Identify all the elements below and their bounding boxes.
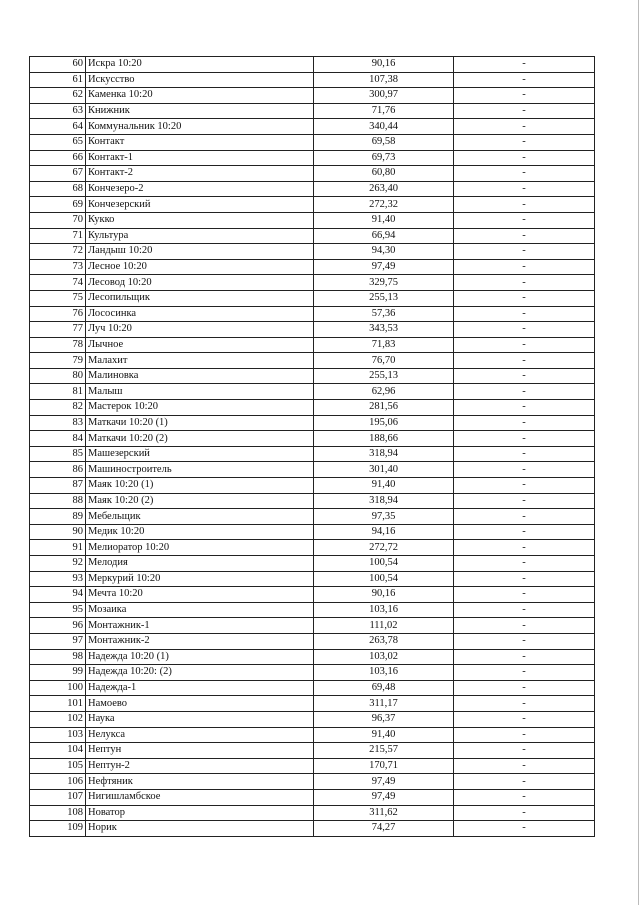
row-name-cell: Лесовод 10:20 bbox=[86, 275, 314, 291]
row-mark-cell: - bbox=[454, 244, 595, 260]
row-value-cell: 69,48 bbox=[314, 680, 454, 696]
row-number-cell: 97 bbox=[30, 633, 86, 649]
row-value-cell: 255,13 bbox=[314, 368, 454, 384]
table-row bbox=[30, 400, 595, 416]
row-value-cell: 97,49 bbox=[314, 774, 454, 790]
row-number-cell: 88 bbox=[30, 493, 86, 509]
row-mark-cell: - bbox=[454, 166, 595, 182]
row-name-cell: Машиностроитель bbox=[86, 462, 314, 478]
row-mark-cell: - bbox=[454, 431, 595, 447]
row-name-cell: Мечта 10:20 bbox=[86, 587, 314, 603]
row-mark-cell: - bbox=[454, 540, 595, 556]
row-name-cell: Контакт-2 bbox=[86, 166, 314, 182]
table-row bbox=[30, 805, 595, 821]
table-row bbox=[30, 72, 595, 88]
table-row bbox=[30, 743, 595, 759]
row-number-cell: 71 bbox=[30, 228, 86, 244]
row-number-cell: 73 bbox=[30, 259, 86, 275]
row-value-cell: 62,96 bbox=[314, 384, 454, 400]
row-number-cell: 63 bbox=[30, 103, 86, 119]
row-number-cell: 80 bbox=[30, 368, 86, 384]
row-mark-cell: - bbox=[454, 103, 595, 119]
table-row bbox=[30, 493, 595, 509]
row-number-cell: 102 bbox=[30, 711, 86, 727]
row-value-cell: 69,73 bbox=[314, 150, 454, 166]
table-row bbox=[30, 665, 595, 681]
table-row bbox=[30, 212, 595, 228]
row-mark-cell: - bbox=[454, 384, 595, 400]
row-mark-cell: - bbox=[454, 805, 595, 821]
row-number-cell: 104 bbox=[30, 743, 86, 759]
table-row bbox=[30, 649, 595, 665]
row-name-cell: Контакт-1 bbox=[86, 150, 314, 166]
row-number-cell: 83 bbox=[30, 415, 86, 431]
row-number-cell: 62 bbox=[30, 88, 86, 104]
row-mark-cell: - bbox=[454, 618, 595, 634]
row-name-cell: Маяк 10:20 (2) bbox=[86, 493, 314, 509]
row-mark-cell: - bbox=[454, 400, 595, 416]
row-number-cell: 96 bbox=[30, 618, 86, 634]
table-row bbox=[30, 509, 595, 525]
row-value-cell: 111,02 bbox=[314, 618, 454, 634]
table-row bbox=[30, 789, 595, 805]
row-name-cell: Кончезерский bbox=[86, 197, 314, 213]
table-row bbox=[30, 478, 595, 494]
table-row bbox=[30, 134, 595, 150]
row-number-cell: 94 bbox=[30, 587, 86, 603]
row-name-cell: Маткачи 10:20 (2) bbox=[86, 431, 314, 447]
row-value-cell: 281,56 bbox=[314, 400, 454, 416]
table-row bbox=[30, 275, 595, 291]
row-number-cell: 64 bbox=[30, 119, 86, 135]
table-row bbox=[30, 415, 595, 431]
row-mark-cell: - bbox=[454, 57, 595, 73]
row-mark-cell: - bbox=[454, 415, 595, 431]
row-mark-cell: - bbox=[454, 478, 595, 494]
row-mark-cell: - bbox=[454, 509, 595, 525]
row-number-cell: 93 bbox=[30, 571, 86, 587]
row-value-cell: 301,40 bbox=[314, 462, 454, 478]
table-row bbox=[30, 353, 595, 369]
row-value-cell: 71,83 bbox=[314, 337, 454, 353]
row-mark-cell: - bbox=[454, 134, 595, 150]
row-number-cell: 107 bbox=[30, 789, 86, 805]
table-row bbox=[30, 150, 595, 166]
table-row bbox=[30, 556, 595, 572]
row-name-cell: Коммунальник 10:20 bbox=[86, 119, 314, 135]
table-row bbox=[30, 57, 595, 73]
row-value-cell: 318,94 bbox=[314, 446, 454, 462]
row-number-cell: 101 bbox=[30, 696, 86, 712]
row-number-cell: 92 bbox=[30, 556, 86, 572]
row-number-cell: 69 bbox=[30, 197, 86, 213]
row-name-cell: Надежда 10:20: (2) bbox=[86, 665, 314, 681]
row-value-cell: 311,62 bbox=[314, 805, 454, 821]
row-number-cell: 90 bbox=[30, 524, 86, 540]
row-name-cell: Книжник bbox=[86, 103, 314, 119]
row-mark-cell: - bbox=[454, 290, 595, 306]
row-value-cell: 215,57 bbox=[314, 743, 454, 759]
row-value-cell: 97,49 bbox=[314, 259, 454, 275]
row-number-cell: 98 bbox=[30, 649, 86, 665]
row-name-cell: Лососинка bbox=[86, 306, 314, 322]
row-mark-cell: - bbox=[454, 119, 595, 135]
row-value-cell: 97,35 bbox=[314, 509, 454, 525]
row-name-cell: Наука bbox=[86, 711, 314, 727]
row-value-cell: 91,40 bbox=[314, 727, 454, 743]
row-number-cell: 86 bbox=[30, 462, 86, 478]
row-number-cell: 61 bbox=[30, 72, 86, 88]
table-row bbox=[30, 88, 595, 104]
table-row bbox=[30, 181, 595, 197]
row-mark-cell: - bbox=[454, 88, 595, 104]
table-row bbox=[30, 337, 595, 353]
row-name-cell: Надежда-1 bbox=[86, 680, 314, 696]
row-name-cell: Нигишламбское bbox=[86, 789, 314, 805]
row-name-cell: Малиновка bbox=[86, 368, 314, 384]
row-number-cell: 77 bbox=[30, 322, 86, 338]
row-name-cell: Намоево bbox=[86, 696, 314, 712]
row-value-cell: 340,44 bbox=[314, 119, 454, 135]
row-name-cell: Лесное 10:20 bbox=[86, 259, 314, 275]
row-mark-cell: - bbox=[454, 556, 595, 572]
row-mark-cell: - bbox=[454, 665, 595, 681]
row-number-cell: 60 bbox=[30, 57, 86, 73]
row-number-cell: 82 bbox=[30, 400, 86, 416]
table-row bbox=[30, 540, 595, 556]
table-row bbox=[30, 633, 595, 649]
table-row bbox=[30, 228, 595, 244]
row-number-cell: 66 bbox=[30, 150, 86, 166]
row-number-cell: 103 bbox=[30, 727, 86, 743]
row-name-cell: Норик bbox=[86, 821, 314, 837]
table-row bbox=[30, 384, 595, 400]
row-name-cell: Ландыш 10:20 bbox=[86, 244, 314, 260]
row-name-cell: Мозаика bbox=[86, 602, 314, 618]
row-mark-cell: - bbox=[454, 197, 595, 213]
row-name-cell: Малахит bbox=[86, 353, 314, 369]
row-number-cell: 65 bbox=[30, 134, 86, 150]
row-name-cell: Искра 10:20 bbox=[86, 57, 314, 73]
row-mark-cell: - bbox=[454, 368, 595, 384]
row-mark-cell: - bbox=[454, 774, 595, 790]
row-mark-cell: - bbox=[454, 306, 595, 322]
row-number-cell: 106 bbox=[30, 774, 86, 790]
row-mark-cell: - bbox=[454, 789, 595, 805]
row-value-cell: 272,72 bbox=[314, 540, 454, 556]
table-row bbox=[30, 431, 595, 447]
table-row bbox=[30, 103, 595, 119]
row-value-cell: 343,53 bbox=[314, 322, 454, 338]
row-number-cell: 68 bbox=[30, 181, 86, 197]
table-row bbox=[30, 727, 595, 743]
row-mark-cell: - bbox=[454, 758, 595, 774]
row-value-cell: 96,37 bbox=[314, 711, 454, 727]
row-number-cell: 74 bbox=[30, 275, 86, 291]
row-number-cell: 91 bbox=[30, 540, 86, 556]
row-number-cell: 85 bbox=[30, 446, 86, 462]
row-name-cell: Лесопильщик bbox=[86, 290, 314, 306]
row-value-cell: 170,71 bbox=[314, 758, 454, 774]
row-mark-cell: - bbox=[454, 446, 595, 462]
row-value-cell: 74,27 bbox=[314, 821, 454, 837]
row-value-cell: 255,13 bbox=[314, 290, 454, 306]
row-mark-cell: - bbox=[454, 711, 595, 727]
table-row bbox=[30, 758, 595, 774]
row-mark-cell: - bbox=[454, 587, 595, 603]
row-number-cell: 99 bbox=[30, 665, 86, 681]
row-value-cell: 329,75 bbox=[314, 275, 454, 291]
table-row bbox=[30, 774, 595, 790]
row-name-cell: Мастерок 10:20 bbox=[86, 400, 314, 416]
table-row bbox=[30, 587, 595, 603]
table-row bbox=[30, 368, 595, 384]
row-name-cell: Малыш bbox=[86, 384, 314, 400]
row-mark-cell: - bbox=[454, 462, 595, 478]
row-mark-cell: - bbox=[454, 259, 595, 275]
row-name-cell: Нептун bbox=[86, 743, 314, 759]
row-name-cell: Нептун-2 bbox=[86, 758, 314, 774]
table-row bbox=[30, 711, 595, 727]
row-name-cell: Кукко bbox=[86, 212, 314, 228]
row-number-cell: 72 bbox=[30, 244, 86, 260]
row-mark-cell: - bbox=[454, 337, 595, 353]
row-mark-cell: - bbox=[454, 150, 595, 166]
table-row bbox=[30, 446, 595, 462]
row-name-cell: Монтажник-2 bbox=[86, 633, 314, 649]
row-value-cell: 103,02 bbox=[314, 649, 454, 665]
table-row bbox=[30, 571, 595, 587]
row-value-cell: 60,80 bbox=[314, 166, 454, 182]
row-name-cell: Луч 10:20 bbox=[86, 322, 314, 338]
row-name-cell: Искусство bbox=[86, 72, 314, 88]
table-row bbox=[30, 680, 595, 696]
row-mark-cell: - bbox=[454, 353, 595, 369]
row-mark-cell: - bbox=[454, 633, 595, 649]
row-name-cell: Кончезеро-2 bbox=[86, 181, 314, 197]
row-name-cell: Надежда 10:20 (1) bbox=[86, 649, 314, 665]
row-value-cell: 100,54 bbox=[314, 556, 454, 572]
row-value-cell: 311,17 bbox=[314, 696, 454, 712]
row-mark-cell: - bbox=[454, 571, 595, 587]
table-row bbox=[30, 166, 595, 182]
row-name-cell: Нефтяник bbox=[86, 774, 314, 790]
row-value-cell: 90,16 bbox=[314, 587, 454, 603]
row-number-cell: 95 bbox=[30, 602, 86, 618]
row-name-cell: Каменка 10:20 bbox=[86, 88, 314, 104]
row-value-cell: 90,16 bbox=[314, 57, 454, 73]
row-number-cell: 75 bbox=[30, 290, 86, 306]
page-edge bbox=[638, 0, 639, 905]
row-name-cell: Мебельщик bbox=[86, 509, 314, 525]
row-number-cell: 87 bbox=[30, 478, 86, 494]
row-value-cell: 91,40 bbox=[314, 212, 454, 228]
row-number-cell: 76 bbox=[30, 306, 86, 322]
row-name-cell: Контакт bbox=[86, 134, 314, 150]
row-value-cell: 272,32 bbox=[314, 197, 454, 213]
table-row bbox=[30, 290, 595, 306]
row-name-cell: Лычное bbox=[86, 337, 314, 353]
row-mark-cell: - bbox=[454, 602, 595, 618]
table-row bbox=[30, 322, 595, 338]
table-row bbox=[30, 821, 595, 837]
row-name-cell: Меркурий 10:20 bbox=[86, 571, 314, 587]
row-number-cell: 109 bbox=[30, 821, 86, 837]
row-value-cell: 318,94 bbox=[314, 493, 454, 509]
table-row bbox=[30, 119, 595, 135]
row-name-cell: Мелиоратор 10:20 bbox=[86, 540, 314, 556]
row-number-cell: 84 bbox=[30, 431, 86, 447]
row-mark-cell: - bbox=[454, 228, 595, 244]
row-value-cell: 97,49 bbox=[314, 789, 454, 805]
row-number-cell: 81 bbox=[30, 384, 86, 400]
table-row bbox=[30, 618, 595, 634]
row-value-cell: 263,78 bbox=[314, 633, 454, 649]
row-number-cell: 78 bbox=[30, 337, 86, 353]
row-name-cell: Маяк 10:20 (1) bbox=[86, 478, 314, 494]
row-value-cell: 66,94 bbox=[314, 228, 454, 244]
row-value-cell: 263,40 bbox=[314, 181, 454, 197]
row-name-cell: Машезерский bbox=[86, 446, 314, 462]
row-number-cell: 89 bbox=[30, 509, 86, 525]
data-table bbox=[29, 56, 595, 837]
row-value-cell: 71,76 bbox=[314, 103, 454, 119]
row-name-cell: Новатор bbox=[86, 805, 314, 821]
row-mark-cell: - bbox=[454, 275, 595, 291]
row-value-cell: 69,58 bbox=[314, 134, 454, 150]
row-mark-cell: - bbox=[454, 72, 595, 88]
row-mark-cell: - bbox=[454, 743, 595, 759]
row-number-cell: 67 bbox=[30, 166, 86, 182]
table-row bbox=[30, 197, 595, 213]
row-value-cell: 57,36 bbox=[314, 306, 454, 322]
row-mark-cell: - bbox=[454, 727, 595, 743]
row-number-cell: 108 bbox=[30, 805, 86, 821]
row-name-cell: Медик 10:20 bbox=[86, 524, 314, 540]
row-number-cell: 79 bbox=[30, 353, 86, 369]
row-name-cell: Нелукса bbox=[86, 727, 314, 743]
row-mark-cell: - bbox=[454, 680, 595, 696]
row-mark-cell: - bbox=[454, 524, 595, 540]
row-value-cell: 300,97 bbox=[314, 88, 454, 104]
table-row bbox=[30, 306, 595, 322]
row-name-cell: Мелодия bbox=[86, 556, 314, 572]
table-row bbox=[30, 462, 595, 478]
row-mark-cell: - bbox=[454, 696, 595, 712]
row-name-cell: Маткачи 10:20 (1) bbox=[86, 415, 314, 431]
row-value-cell: 188,66 bbox=[314, 431, 454, 447]
row-value-cell: 91,40 bbox=[314, 478, 454, 494]
row-value-cell: 94,16 bbox=[314, 524, 454, 540]
table-row bbox=[30, 696, 595, 712]
row-value-cell: 103,16 bbox=[314, 602, 454, 618]
row-name-cell: Монтажник-1 bbox=[86, 618, 314, 634]
row-number-cell: 105 bbox=[30, 758, 86, 774]
row-value-cell: 100,54 bbox=[314, 571, 454, 587]
row-value-cell: 76,70 bbox=[314, 353, 454, 369]
table-row bbox=[30, 244, 595, 260]
table-row bbox=[30, 259, 595, 275]
row-name-cell: Культура bbox=[86, 228, 314, 244]
table-row bbox=[30, 602, 595, 618]
row-mark-cell: - bbox=[454, 181, 595, 197]
row-value-cell: 107,38 bbox=[314, 72, 454, 88]
row-value-cell: 103,16 bbox=[314, 665, 454, 681]
row-mark-cell: - bbox=[454, 649, 595, 665]
row-mark-cell: - bbox=[454, 493, 595, 509]
table-row bbox=[30, 524, 595, 540]
row-mark-cell: - bbox=[454, 212, 595, 228]
row-number-cell: 100 bbox=[30, 680, 86, 696]
table-body bbox=[30, 57, 595, 837]
row-number-cell: 70 bbox=[30, 212, 86, 228]
row-value-cell: 94,30 bbox=[314, 244, 454, 260]
row-value-cell: 195,06 bbox=[314, 415, 454, 431]
row-mark-cell: - bbox=[454, 322, 595, 338]
row-mark-cell: - bbox=[454, 821, 595, 837]
